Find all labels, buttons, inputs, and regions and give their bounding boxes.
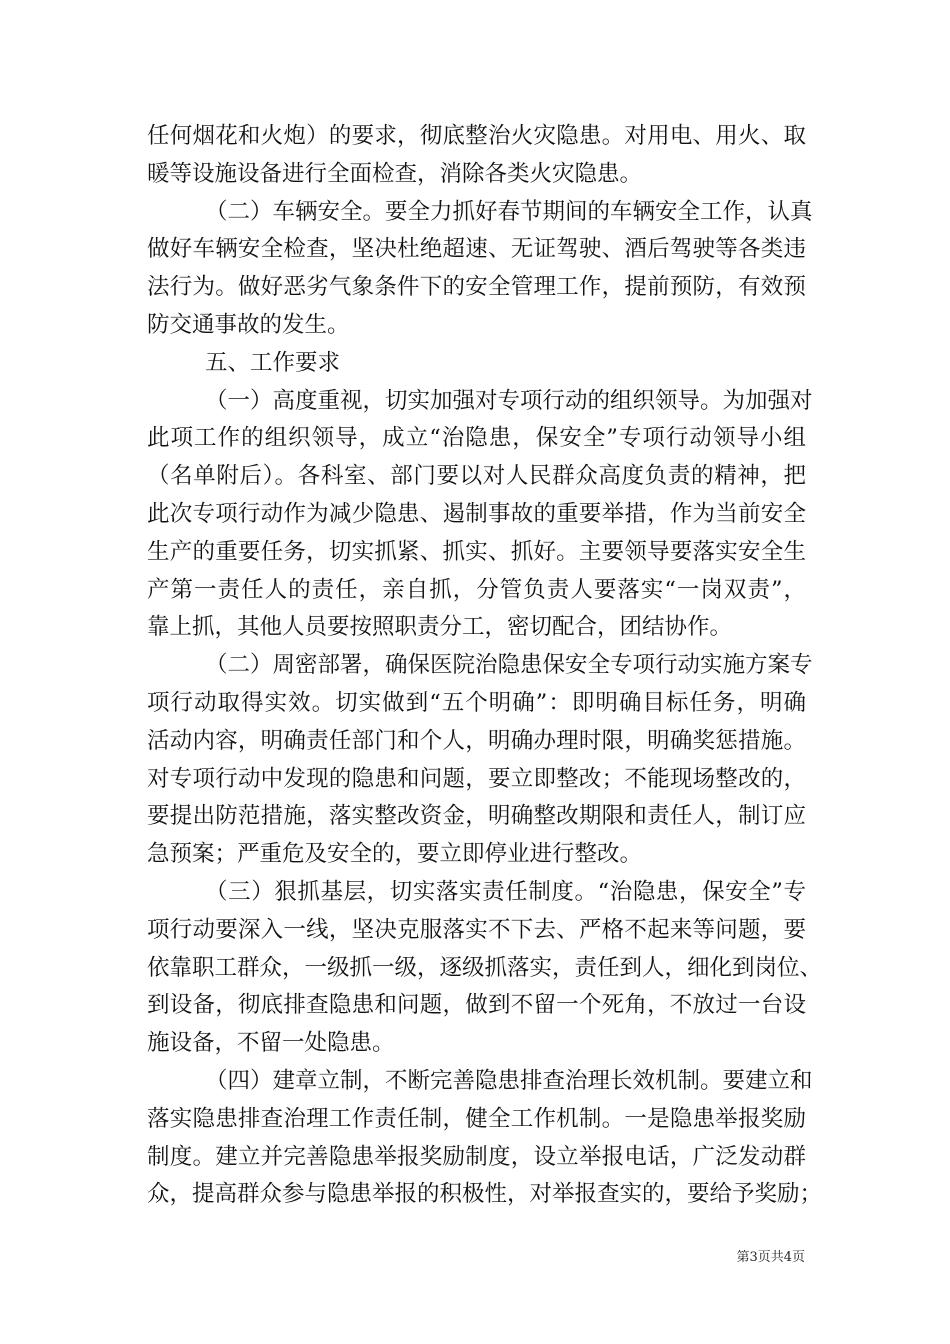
- text-line: 防交通事故的发生。: [147, 311, 350, 338]
- page-number-footer: 第3页共4页: [736, 1250, 805, 1265]
- paragraph: [147, 647, 813, 874]
- text-line: 到设备，彻底排查隐患和问题，做到不留一个死角，不放过一台设: [147, 992, 806, 1019]
- text-line: 任何烟花和火炮）的要求，彻底整治火灾隐患。对用电、用火、取: [147, 123, 806, 149]
- paragraph: [147, 1063, 823, 1214]
- text-line: （四）建章立制，不断完善隐患排查治理长效机制。要建立和: [205, 1067, 813, 1094]
- text-line: 做好车辆安全检查，坚决杜绝超速、无证驾驶、酒后驾驶等各类违: [147, 236, 806, 263]
- text-line: 暖等设施设备进行全面检查，消除各类火灾隐患。: [147, 160, 643, 187]
- text-line: 制度。建立并完善隐患举报奖励制度，设立举报电话，广泛发动群: [147, 1143, 806, 1170]
- text-line: 施设备，不留一处隐患。: [147, 1030, 395, 1057]
- paragraph: [147, 383, 813, 648]
- text-line: 急预案；严重危及安全的，要立即停业进行整改。: [147, 841, 643, 868]
- text-line: 依靠职工群众，一级抓一级，逐级抓落实，责任到人，细化到岗位、: [147, 954, 823, 981]
- text-line: 靠上抓，其他人员要按照职责分工，密切配合，团结协作。: [147, 614, 733, 641]
- text-line: 此项工作的组织领导，成立“治隐患，保安全”专项行动领导小组: [147, 425, 806, 452]
- text-line: （一）高度重视，切实加强对专项行动的组织领导。为加强对: [205, 387, 813, 414]
- text-line: 活动内容，明确责任部门和个人，明确办理时限，明确奖惩措施。: [147, 727, 806, 754]
- text-line: 生产的重要任务，切实抓紧、抓实、抓好。主要领导要落实安全生: [147, 538, 806, 565]
- text-line: 此次专项行动作为减少隐患、遏制事故的重要举措，作为当前安全: [147, 500, 806, 527]
- text-line: （名单附后）。各科室、部门要以对人民群众高度负责的精神，把: [147, 463, 806, 490]
- text-line: 项行动取得实效。切实做到“五个明确”：即明确目标任务，明确: [147, 689, 806, 716]
- text-line: 落实隐患排查治理工作责任制，健全工作机制。一是隐患举报奖励: [147, 1105, 806, 1132]
- paragraph: [147, 194, 813, 345]
- text-line: 产第一责任人的责任，亲自抓，分管负责人要落实“一岗双责”，: [147, 576, 806, 603]
- text-line: 项行动要深入一线，坚决克服落实不下去、严格不起来等问题，要: [147, 916, 806, 943]
- document-body: [147, 118, 823, 1214]
- text-line: （二）周密部署，确保医院治隐患保安全专项行动实施方案专: [205, 652, 813, 679]
- paragraph: [147, 874, 823, 1063]
- text-line: 五、工作要求: [205, 349, 341, 376]
- paragraph: [147, 118, 806, 194]
- text-line: 要提出防范措施，落实整改资金，明确整改期限和责任人，制订应: [147, 803, 806, 830]
- text-line: 法行为。做好恶劣气象条件下的安全管理工作，提前预防，有效预: [147, 274, 806, 301]
- text-line: 众，提高群众参与隐患举报的积极性，对举报查实的，要给予奖励；: [147, 1181, 823, 1208]
- text-line: 对专项行动中发现的隐患和问题，要立即整改；不能现场整改的，: [147, 765, 806, 792]
- paragraph: [147, 345, 806, 383]
- text-line: （二）车辆安全。要全力抓好春节期间的车辆安全工作，认真: [205, 198, 813, 225]
- text-line: （三）狠抓基层，切实落实责任制度。“治隐患，保安全”专: [205, 878, 806, 905]
